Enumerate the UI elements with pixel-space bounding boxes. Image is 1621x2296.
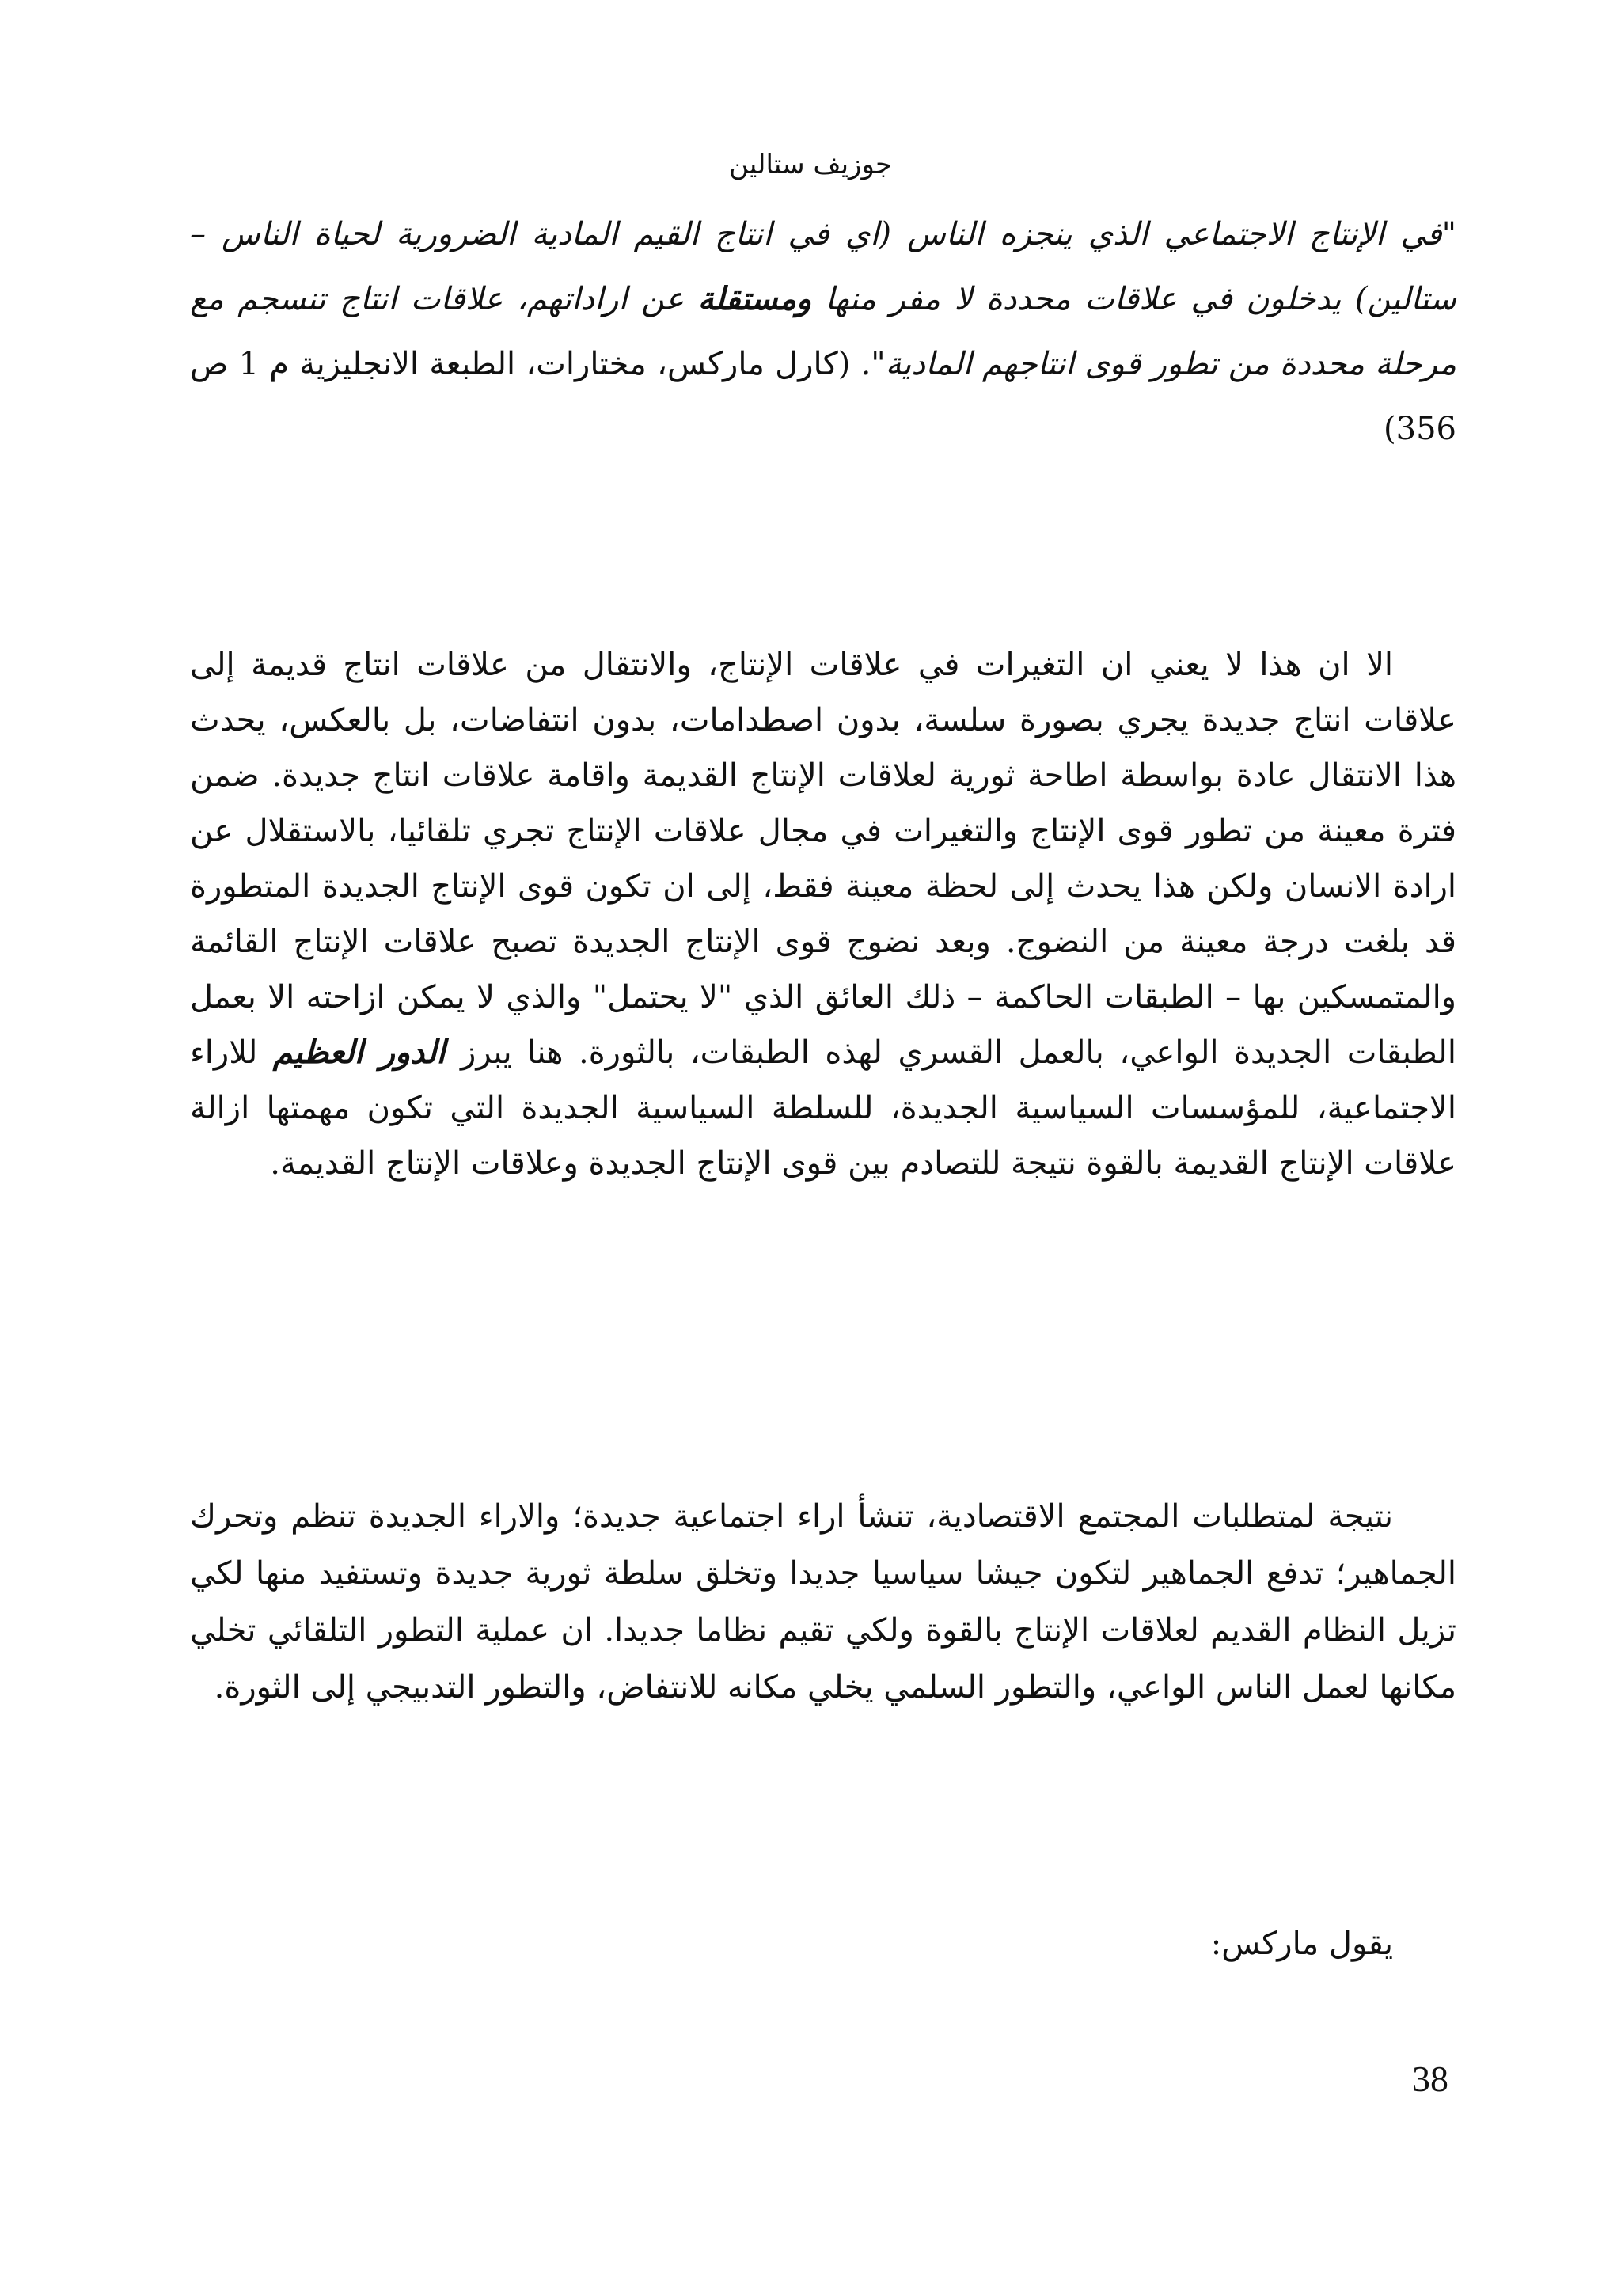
paragraph-3-text: يقول ماركس: — [1210, 1926, 1393, 1962]
running-header: جوزيف ستالين — [728, 149, 893, 180]
paragraph-2-text: نتيجة لمتطلبات المجتمع الاقتصادية، تنشأ اراء اجتماعية جديدة؛ والاراء الجديدة تنظم وتحرك الجماهير؛ تدفع الجماهير لتكون جيشا سياسيا جديدا وتخلق سلطة ثورية جديدة وتستفيد منها لكي تزيل النظام القديم لعلاقات الإنتاج بالقوة ولكي تقيم نظاما جديدا. ان عملية التطور التلقائي تخلي مكانها لعمل الناس الواعي، والتطور السلمي يخلي مكانه للانتفاض، والتطور التدبيجي إلى الثورة. — [190, 1498, 1456, 1706]
quote-text-part-2: عن اراداتهم، علاقات انتاج تنسجم مع مرحلة محددة من تطور قوى انتاجهم المادية". — [190, 281, 1456, 382]
body-paragraph-3 — [190, 1915, 1456, 1972]
quote-block — [190, 202, 1456, 461]
quote-text-part-1: "في الإنتاج الاجتماعي الذي ينجزه الناس (اي في انتاج القيم المادية الضرورية لحياة الناس – ستالين) يدخلون في علاقات محددة لا مفر منها — [190, 216, 1456, 317]
paragraph-1-part-1: الا ان هذا لا يعني ان التغيرات في علاقات الإنتاج، والانتقال من علاقات انتاج قديمة إلى علاقات انتاج جديدة يجري بصورة سلسة، بدون اصطدامات، بدون انتفاضات، بل بالعكس، يحدث هذا الانتقال عادة بواسطة اطاحة ثورية لعلاقات الإنتاج القديمة واقامة علاقات انتاج جديدة. ضمن فترة معينة من تطور قوى الإنتاج والتغيرات في مجال علاقات الإنتاج تجري تلقائيا، بالاستقلال عن ارادة الانسان ولكن هذا يحدث إلى لحظة معينة فقط، إلى ان تكون قوى الإنتاج الجديدة المتطورة قد بلغت درجة معينة من النضوج. وبعد نضوج قوى الإنتاج الجديدة تصبح علاقات الإنتاج القائمة والمتمسكين بها – الطبقات الحاكمة – ذلك العائق الذي "لا يحتمل" والذي لا يمكن ازاحته الا بعمل الطبقات الجديدة الواعي، بالعمل القسري لهذه الطبقات، بالثورة. هنا يبرز — [190, 647, 1456, 1071]
paragraph-1-part-2: للاراء الاجتماعية، للمؤسسات السياسية الجديدة، للسلطة السياسية الجديدة التي تكون مهمتها ازالة علاقات الإنتاج القديمة بالقوة نتيجة للتصادم بين قوى الإنتاج الجديدة وعلاقات الإنتاج القديمة. — [190, 1034, 1456, 1182]
body-paragraph-1 — [190, 637, 1456, 1191]
quote-citation: (كارل ماركس، مختارات، الطبعة الانجليزية م 1 ص 356) — [190, 346, 1456, 447]
paragraph-1-emphasis: الدور العظيم — [272, 1034, 446, 1071]
quote-paragraph — [190, 202, 1456, 461]
paragraph-1-text — [190, 637, 1456, 1191]
page-number: 38 — [1412, 2059, 1448, 2099]
quote-bold-word: ومستقلة — [697, 280, 812, 317]
body-paragraph-2 — [190, 1488, 1456, 1716]
